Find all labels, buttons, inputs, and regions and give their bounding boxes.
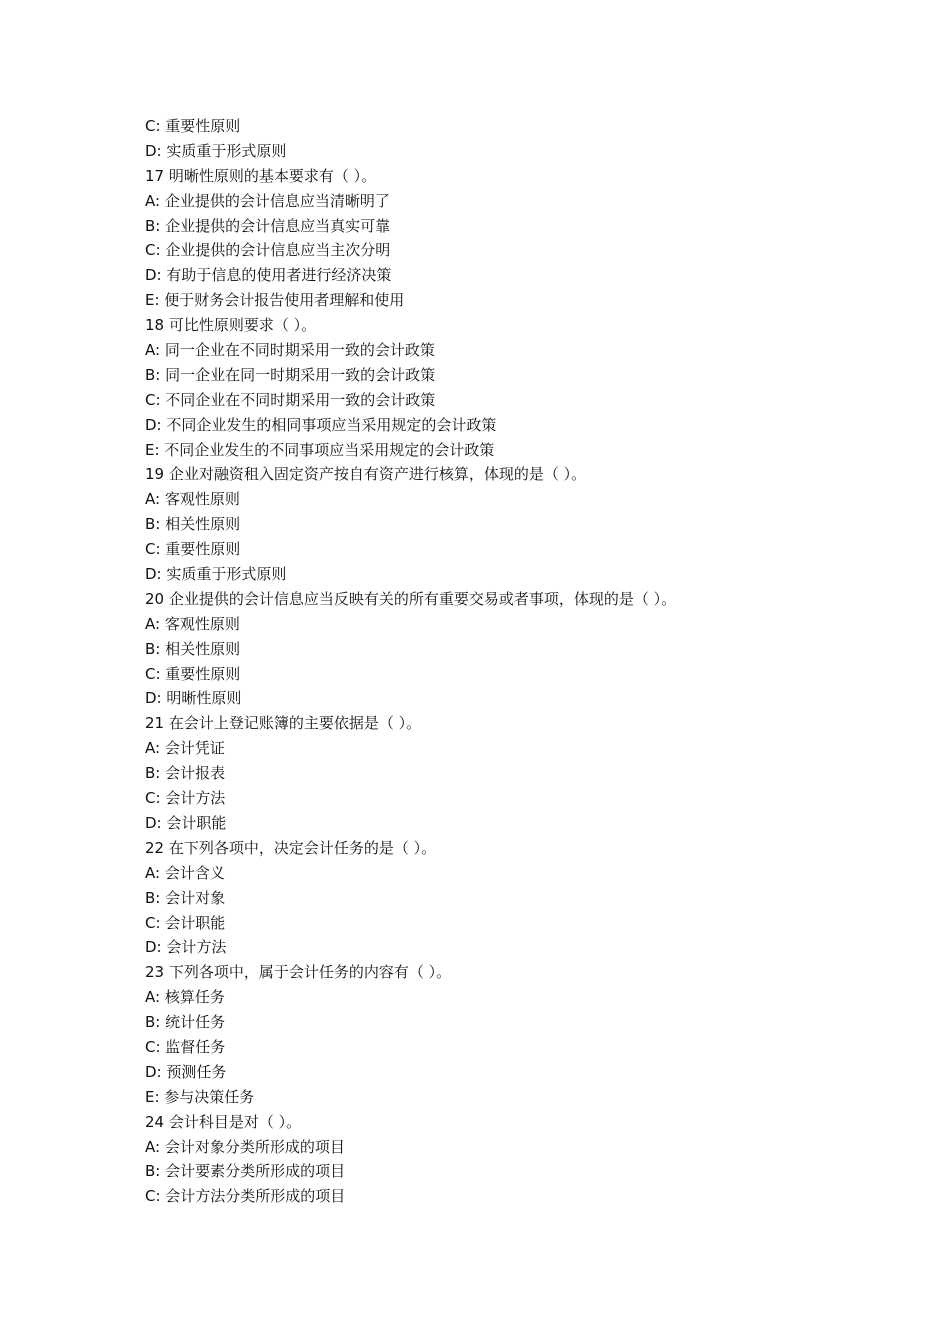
option-line: B: 会计报表 xyxy=(145,764,226,783)
option-line: A: 企业提供的会计信息应当清晰明了 xyxy=(145,191,390,210)
option-line: B: 相关性原则 xyxy=(145,515,241,534)
option-line: A: 同一企业在不同时期采用一致的会计政策 xyxy=(145,341,435,360)
question-line: 20 企业提供的会计信息应当反映有关的所有重要交易或者事项，体现的是（ ）。 xyxy=(145,589,677,608)
question-line: 23 下列各项中，属于会计任务的内容有（ ）。 xyxy=(145,963,452,982)
option-line: A: 会计对象分类所形成的项目 xyxy=(145,1137,345,1156)
option-line: D: 预测任务 xyxy=(145,1062,227,1081)
option-line: D: 明晰性原则 xyxy=(145,689,242,708)
question-line: 21 在会计上登记账簿的主要依据是（ ）。 xyxy=(145,714,422,733)
option-line: B: 会计对象 xyxy=(145,888,226,907)
option-line: D: 实质重于形式原则 xyxy=(145,565,287,584)
option-line: A: 会计凭证 xyxy=(145,739,225,758)
option-line: C: 监督任务 xyxy=(145,1037,226,1056)
option-line: A: 核算任务 xyxy=(145,988,225,1007)
option-line: C: 会计方法 xyxy=(145,789,226,808)
option-line: E: 便于财务会计报告使用者理解和使用 xyxy=(145,291,405,310)
document-body xyxy=(145,114,865,1209)
question-line: 24 会计科目是对（ ）。 xyxy=(145,1112,302,1131)
option-line: A: 会计含义 xyxy=(145,863,225,882)
option-line: D: 实质重于形式原则 xyxy=(145,141,287,160)
option-line: D: 会计方法 xyxy=(145,938,227,957)
question-line: 18 可比性原则要求（ ）。 xyxy=(145,316,317,335)
option-line: D: 不同企业发生的相同事项应当采用规定的会计政策 xyxy=(145,415,497,434)
option-line: E: 不同企业发生的不同事项应当采用规定的会计政策 xyxy=(145,440,495,459)
option-line: C: 会计职能 xyxy=(145,913,226,932)
option-line: B: 同一企业在同一时期采用一致的会计政策 xyxy=(145,365,436,384)
option-line: B: 会计要素分类所形成的项目 xyxy=(145,1162,346,1181)
option-line: B: 相关性原则 xyxy=(145,639,241,658)
option-line: C: 企业提供的会计信息应当主次分明 xyxy=(145,241,391,260)
option-line: B: 企业提供的会计信息应当真实可靠 xyxy=(145,216,391,235)
option-line: C: 重要性原则 xyxy=(145,664,241,683)
option-line: A: 客观性原则 xyxy=(145,490,240,509)
question-line: 19 企业对融资租入固定资产按自有资产进行核算，体现的是（ ）。 xyxy=(145,465,587,484)
option-line: D: 会计职能 xyxy=(145,813,227,832)
option-line: C: 会计方法分类所形成的项目 xyxy=(145,1187,346,1206)
option-line: D: 有助于信息的使用者进行经济决策 xyxy=(145,266,392,285)
option-line: C: 重要性原则 xyxy=(145,117,241,135)
option-line: E: 参与决策任务 xyxy=(145,1087,255,1106)
option-line: B: 统计任务 xyxy=(145,1013,226,1032)
question-line: 17 明晰性原则的基本要求有（ ）。 xyxy=(145,166,377,185)
option-line: C: 重要性原则 xyxy=(145,540,241,559)
option-line: C: 不同企业在不同时期采用一致的会计政策 xyxy=(145,390,436,409)
option-line: A: 客观性原则 xyxy=(145,614,240,633)
question-line: 22 在下列各项中，决定会计任务的是（ ）。 xyxy=(145,838,437,857)
